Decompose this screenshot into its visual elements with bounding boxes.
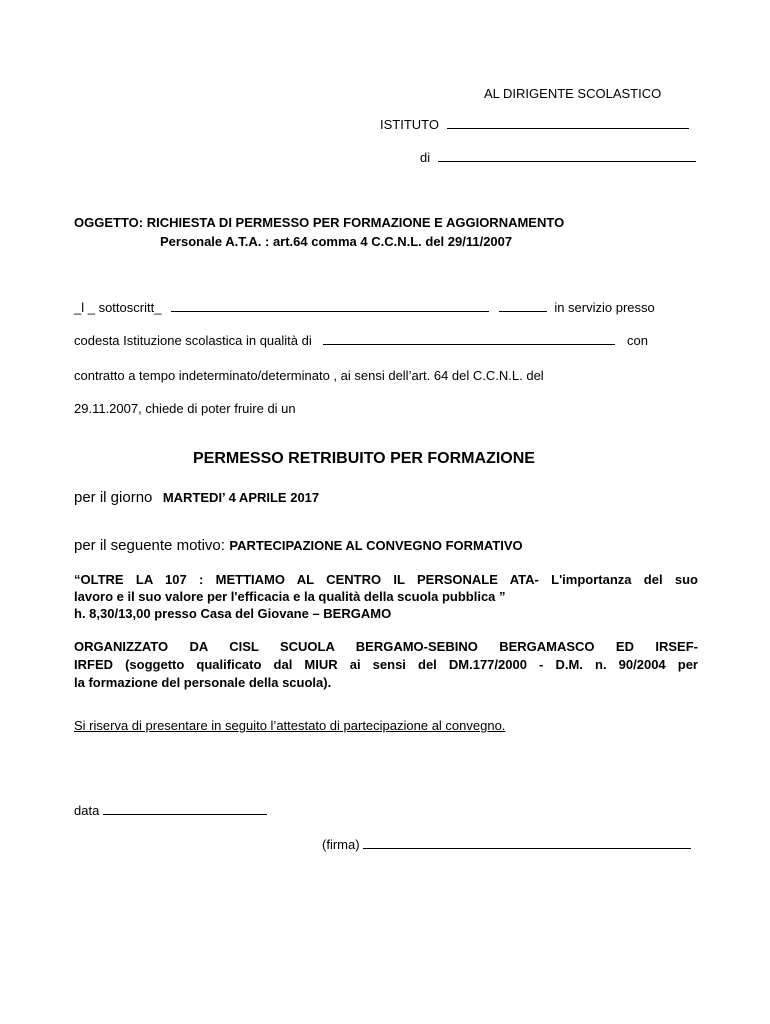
reason-row [74, 537, 523, 555]
signature-label: (firma) [322, 837, 360, 852]
organizer-line-1: ORGANIZZATO DA CISL SCUOLA BERGAMO-SEBINO BERGAMASCO ED IRSEF- [74, 639, 698, 654]
day-label: per il giorno [74, 489, 153, 506]
permission-title: PERMESSO RETRIBUITO PER FORMAZIONE [193, 450, 535, 467]
role-row [74, 333, 648, 348]
service-label: in servizio presso [554, 300, 655, 315]
role-suffix: con [627, 333, 648, 348]
signature-blank[interactable] [363, 847, 691, 849]
conference-line-2: lavoro e il suo valore per l'efficacia e la qualità della scuola pubblica ” [74, 589, 506, 604]
role-blank[interactable] [323, 343, 615, 345]
recipient: AL DIRIGENTE SCOLASTICO [484, 86, 662, 101]
signer-suffix-blank[interactable] [499, 310, 547, 312]
contract-line: contratto a tempo indeterminato/determinato , ai sensi dell’art. 64 del C.C.N.L. del [74, 368, 544, 383]
conference-line-1: “OLTRE LA 107 : METTIAMO AL CENTRO IL PERSONALE ATA- L'importanza del suo [74, 572, 698, 587]
city-row [420, 150, 696, 165]
subject-line-2: Personale A.T.A. : art.64 comma 4 C.C.N.L. del 29/11/2007 [160, 234, 513, 249]
institute-blank[interactable] [447, 127, 689, 129]
signer-prefix: _l _ sottoscritt_ [74, 300, 162, 315]
conference-line-3: h. 8,30/13,00 presso Casa del Giovane – BERGAMO [74, 606, 392, 621]
city-label: di [420, 150, 431, 165]
attendance-note: Si riserva di presentare in seguito l’attestato di partecipazione al convegno. [74, 718, 506, 733]
signer-row [74, 300, 655, 315]
role-label: codesta Istituzione scolastica in qualità di [74, 333, 312, 348]
institute-row [380, 117, 689, 132]
subject-line-1: OGGETTO: RICHIESTA DI PERMESSO PER FORMAZIONE E AGGIORNAMENTO [74, 215, 565, 230]
date-row [74, 803, 267, 818]
city-blank[interactable] [438, 160, 696, 162]
day-value: MARTEDI’ 4 APRILE 2017 [162, 490, 320, 505]
signature-row [322, 837, 691, 852]
date-blank[interactable] [103, 813, 267, 815]
date-label: data [74, 803, 100, 818]
institute-label: ISTITUTO [380, 117, 439, 132]
organizer-line-3: la formazione del personale della scuola). [74, 675, 332, 690]
reason-label: per il seguente motivo: [74, 537, 225, 554]
organizer-line-2: IRFED (soggetto qualificato dal MIUR ai sensi del DM.177/2000 - D.M. n. 90/2004 per [74, 657, 698, 672]
date-line: 29.11.2007, chiede di poter fruire di un [74, 401, 296, 416]
signer-name-blank[interactable] [171, 310, 489, 312]
reason-value: PARTECIPAZIONE AL CONVEGNO FORMATIVO [229, 538, 523, 553]
day-row [74, 489, 319, 507]
